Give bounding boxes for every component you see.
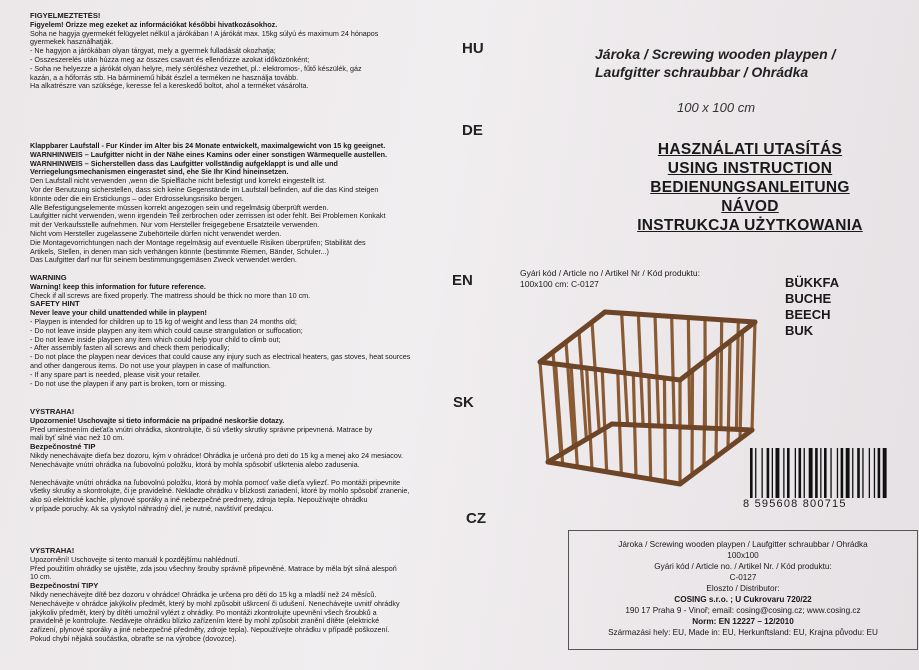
de-text-line: Verriegelungsmechanismen eingerastet sind, ehe Sie Ihr Kind hineinsetzen. xyxy=(30,168,289,177)
sk-text-line: Nenechávajte vnútri ohrádka na ľubovolnú položku, ktorá by mohla pomocť vaše dieťa vyliezť. Po montáži pripevnite xyxy=(30,478,401,487)
wood-type-en: BEECH xyxy=(785,307,831,322)
cz-text-line: Upozornění! Uschovejte si tento manuál k pozdějšímu nahlédnutí. xyxy=(30,555,240,564)
hu-text-line: kazán, a a hőforrás stb. Ha bárminemű hibát észlel a terméken ne használja tovább. xyxy=(30,73,299,82)
article-number-label: Gyári kód / Article no / Artikel Nr / Kód produktu: xyxy=(520,268,700,278)
barcode xyxy=(748,448,916,498)
playpen-bar xyxy=(655,315,659,426)
barcode-bar xyxy=(883,448,887,498)
product-size: 100 x 100 cm xyxy=(677,100,756,115)
playpen-bar xyxy=(721,320,722,429)
lang-label-hu: HU xyxy=(462,40,484,57)
sk-text-line: ako sú elektrické kachle, plynové sporáky a iné nebezpečné predmety, zdroja tepla. Nepoužívajte ohrádku xyxy=(30,496,368,505)
usage-instruction-titles xyxy=(610,140,890,235)
barcode-bar xyxy=(846,448,850,498)
barcode-bar xyxy=(862,448,863,498)
barcode-bar xyxy=(809,448,813,498)
usage-title-de: BEDIENUNGSANLEITUNG xyxy=(650,179,850,196)
hu-text-line: gyermekek használhatják. xyxy=(30,38,114,47)
info-line: Jároka / Screwing wooden playpen / Laufgitter schraubbar / Ohrádka xyxy=(618,540,868,549)
en-text-line: Check if all screws are fixed properly. The mattress should be thick no more than 10 cm. xyxy=(30,291,311,300)
en-text-line: - Do not leave inside playpen any item which could cause strangulation or suffocation; xyxy=(30,326,303,335)
barcode-bar xyxy=(824,448,827,498)
playpen-bar xyxy=(692,370,693,475)
barcode-bar xyxy=(820,448,821,498)
barcode-bar xyxy=(830,448,831,498)
en-text-line: - If any spare part is needed, please visit your retailer. xyxy=(30,370,201,379)
de-text-line: Nicht vom Hersteller zugelassene Zubehörteile dürfen nicht verwendet werden. xyxy=(30,229,282,238)
sk-text-line: Nenechávajte vnútri ohrádka na ľubovolnú položku, ktorá by mohla spôsobiť uškrtenia alebo zadusenia. xyxy=(30,460,360,469)
barcode-bar xyxy=(799,448,802,498)
cz-text-line: Před použitím ohrádky se ujistěte, zda jsou všechny šrouby správně připevněné. Matrace by měla být silná alespoň xyxy=(30,564,397,573)
en-text-line: WARNING xyxy=(30,274,67,282)
en-text-line: Warning! keep this information for future reference. xyxy=(30,282,206,291)
barcode-bar xyxy=(783,448,784,498)
cz-text-line: Bezpečnostní TIPY xyxy=(30,582,99,591)
cz-text-line: 10 cm. xyxy=(30,573,52,582)
wood-type xyxy=(785,275,839,339)
sk-text-line: VÝSTRAHA! xyxy=(30,408,75,416)
sk-text-line: všetky skrutky a skontrolujte, či je pravidelné. Nekladte ohrádku v blízkosti zariadení, ktoré by mohlo spôsobiť zranenie, xyxy=(30,487,410,496)
en-text-line: Never leave your child unattended while in playpen! xyxy=(30,309,207,318)
section-en xyxy=(30,274,490,388)
barcode-bar xyxy=(857,448,860,498)
hu-text-line: - Soha ne helyezze a járókát olyan helyre, mely sérüléshez vezethet, pl.: elektromos-, fűtő készülék, gáz xyxy=(30,64,362,73)
section-sk xyxy=(30,408,490,514)
de-text-line: Laufgitter nicht verwenden, wenn irgendein Teil zerbrochen oder zerrissen ist oder fehlt. Bei Problemen Konkakt xyxy=(30,212,386,221)
barcode-bar xyxy=(804,448,805,498)
barcode-number: 8 595608 800715 xyxy=(743,498,847,510)
wood-type-sk: BUK xyxy=(785,323,814,338)
usage-title-en: USING INSTRUCTION xyxy=(667,160,833,177)
barcode-bar xyxy=(869,448,870,498)
en-text-line: - Do not use the playpen if any part is broken, torn or missing. xyxy=(30,379,227,388)
info-line: 100x100 xyxy=(727,551,759,560)
usage-title-hu: HASZNÁLATI UTASÍTÁS xyxy=(657,141,843,158)
hu-text-line: Ha alkatrészre van szüksége, keresse fel a kereskedő boltot, ahol a terméket vásárolta. xyxy=(30,82,309,91)
cover-column xyxy=(500,0,919,670)
playpen-illustration xyxy=(530,302,770,487)
product-title xyxy=(595,45,895,81)
de-text-line: Vor der Benutzung sicherstellen, dass sich keine Gegenstände im Laufstall befinden, auf die das Kind steigen xyxy=(30,185,379,194)
playpen-bar xyxy=(587,368,592,469)
barcode-bar xyxy=(772,448,773,498)
barcode-bar xyxy=(815,448,818,498)
de-text-line: Artikels, Stellen, in denen man sich verhängen könnte (bestimmte Riemen, Bänder, Schuler...) xyxy=(30,247,329,256)
wood-type-de: BUCHE xyxy=(785,291,832,306)
de-text-line: Die Montagevorrichtungen nach der Montage regelmäsig auf eventuelle Risiken überprüfen; Stabilität des xyxy=(30,238,366,247)
barcode-bar xyxy=(787,448,790,498)
hu-text-line: Figyelem! Őrizze meg ezeket az információkat későbbi hivatkozásokhoz. xyxy=(30,20,278,29)
sk-text-line: Bezpečnostné TIP xyxy=(30,443,96,452)
en-text-line: - Do not place the playpen near devices that could cause any injury such as electrical heaters, gas stoves, heat sources xyxy=(30,353,411,362)
section-de xyxy=(30,142,490,265)
playpen-bar xyxy=(638,314,643,425)
info-line: Norm: EN 12227 – 12/2010 xyxy=(692,617,794,626)
barcode-bar xyxy=(795,448,796,498)
barcode-bar xyxy=(750,448,753,498)
wood-type-hu: BÜKKFA xyxy=(785,275,840,290)
info-line: Származási hely: EU, Made in: EU, Herkunftsland: EU, Krajna původu: EU xyxy=(608,628,878,637)
playpen-bar xyxy=(579,332,586,439)
usage-title-sk: NÁVOD xyxy=(721,198,779,215)
en-text-line: - After assembly fasten all screws and check them periodically; xyxy=(30,344,230,353)
de-text-line: mit der Verkaufsstelle aufnehmen. Nur vom Hersteller freigegebene Ersatzteile verwenden. xyxy=(30,221,320,230)
de-text-line: Das Laufgitter darf nur für seinem bestimmungsgemäsen Zweck verwendet werden. xyxy=(30,256,297,265)
sk-text-line: v prípade poruchy. Ak sa vyskytol náhradný diel, je nutné, navštíviť predajcu. xyxy=(30,504,274,513)
de-text-line: Alle Befestigungselemente müssen korrekt angezogen sein und regelmäsig überprüft werden. xyxy=(30,203,329,212)
lang-label-cz: CZ xyxy=(466,510,486,527)
info-line: C-0127 xyxy=(729,573,757,582)
sk-text-line: Pred umiestnením dieťaťa vnútri ohrádka, skontrolujte, či sú všetky skrutky správne pripevnená. Matrace by xyxy=(30,425,373,434)
cz-text-line: VÝSTRAHA! xyxy=(30,547,75,555)
cz-text-line: Pokud chybí nějaká součástka, obraťte se na výrobce (dovozce). xyxy=(30,634,237,643)
en-text-line: - Do not leave inside playpen any item which could help your child to climb out; xyxy=(30,335,281,344)
product-title-line-2: Laufgitter schraubbar / Ohrádka xyxy=(595,64,809,80)
sk-text-line xyxy=(30,470,490,479)
info-line: COSING s.r.o. ; U Cukrovaru 720/22 xyxy=(674,595,812,604)
playpen-bar xyxy=(540,362,548,462)
barcode-bar xyxy=(762,448,763,498)
playpen-bar xyxy=(672,316,675,426)
playpen-bar xyxy=(622,313,628,425)
de-text-line: Den Laufstall nicht verwenden ,wenn die Spielfläche nicht befestigt und korrekt eingestellt ist. xyxy=(30,177,327,186)
section-cz xyxy=(30,547,490,644)
en-text-line: SAFETY HINT xyxy=(30,300,80,309)
hu-text-line: - Összeszerelés után húzza meg az összes csavart és ellenőrizze azokat időközönként; xyxy=(30,55,310,64)
de-text-line: WARNHINWEIS – Laufgitter nicht in der Nähe eines Kamins oder einer sonstigen Wärmequelle austellen. xyxy=(30,150,388,159)
playpen-bar xyxy=(728,341,730,448)
cz-text-line: zařízení, plynové sporáky a jiné nebezpečné předměty, zdroje tepla). Nepoužívejte ohrádku v případě poškození. xyxy=(30,626,390,635)
article-number-value: 100x100 cm: C-0127 xyxy=(520,279,599,289)
hu-text-line: FIGYELMEZTETÉS! xyxy=(30,12,101,20)
section-hu xyxy=(30,12,490,91)
article-number xyxy=(520,268,700,290)
cz-text-line: Nikdy nenechávejte dítě bez dozoru v ohrádce! Ohrádka je určena pro děti do 15 kg a mladší než 24 měsíců. xyxy=(30,590,377,599)
info-line: Eloszto / Distributor: xyxy=(706,584,780,593)
lang-label-de: DE xyxy=(462,122,483,139)
barcode-bar xyxy=(776,448,780,498)
hu-text-line: - Ne hagyjon a járókában olyan tárgyat, mely a gyermek fulladását okozhatja; xyxy=(30,47,276,56)
lang-label-en: EN xyxy=(452,272,473,289)
sk-text-line: Upozornenie! Uschovajte si tieto informácie na prípadné neskoršie dotazy. xyxy=(30,416,285,425)
en-text-line: - Playpen is intended for children up to 15 kg of weight and less than 24 months old; xyxy=(30,317,297,326)
lang-label-sk: SK xyxy=(453,394,474,411)
playpen-bar xyxy=(716,351,718,457)
barcode-bar xyxy=(755,448,756,498)
sk-text-line: Nikdy nenechávajte dieťa bez dozoru, kým v ohrádce! Ohrádka je určená pro deti do 15 kg a menej ako 24 mesiacov. xyxy=(30,451,403,460)
en-text-line: and other dangerous items. Do not use your playpen in case of malfunction. xyxy=(30,361,271,370)
distributor-info-box xyxy=(568,530,918,650)
product-title-line-1: Jároka / Screwing wooden playpen / xyxy=(595,46,836,62)
de-text-line: könnte oder die ein Erstickungs – oder Erdrosselungsrisiko bergen. xyxy=(30,194,244,203)
barcode-bar xyxy=(841,448,844,498)
playpen-bar xyxy=(664,378,665,482)
de-text-line: WARNHINWEIS – Sicherstellen dass das Laufgitter vollständig aufgeklappt is und alle und xyxy=(30,159,338,168)
playpen-bar xyxy=(740,332,743,439)
hu-text-line: Soha ne hagyja gyermekét felügyelet nélkül a járókában ! A járókát max. 15kg súlyú és maximum 24 hónapos xyxy=(30,29,379,38)
barcode-bar xyxy=(874,448,875,498)
cz-text-line: pravidelně je kontrolujte. Nedávejte ohrádku blízko zařízením které by mohl způsobit zranění dítěte (elektrické xyxy=(30,617,380,626)
barcode-bar xyxy=(852,448,853,498)
cz-text-line: jakýkoliv předmět, který by dítěti umožnil vylézt z ohrádky. Po montáži zkontrolujte upevnění všech šroubků a xyxy=(30,608,377,617)
barcode-bar xyxy=(767,448,770,498)
sk-text-line: mali byť silné viac než 10 cm. xyxy=(30,434,125,443)
barcode-bar xyxy=(837,448,838,498)
de-text-line: Klappbarer Laufstall - Fur Kinder im Alter bis 24 Monate entwickelt, maximalgewicht von 15 kg geeignet. xyxy=(30,142,386,150)
info-line: Gyári kód / Article no. / Artikel Nr. / Kód produktu: xyxy=(654,562,832,571)
playpen-bar xyxy=(592,322,599,432)
usage-title-pl: INSTRUKCJA UŻYTKOWANIA xyxy=(637,217,863,234)
playpen-bar xyxy=(602,370,606,472)
barcode-bar xyxy=(878,448,881,498)
info-line: 190 17 Praha 9 - Vinoř; email: cosing@cosing.cz; www.cosing.cz xyxy=(625,606,861,615)
playpen-bar xyxy=(752,322,755,430)
cz-text-line: Nenechávejte v ohrádce jakýkoliv předmět, který by mohl způsobit uškrcení či udušení. Nenechávejte uvnitř ohrádky xyxy=(30,599,400,608)
